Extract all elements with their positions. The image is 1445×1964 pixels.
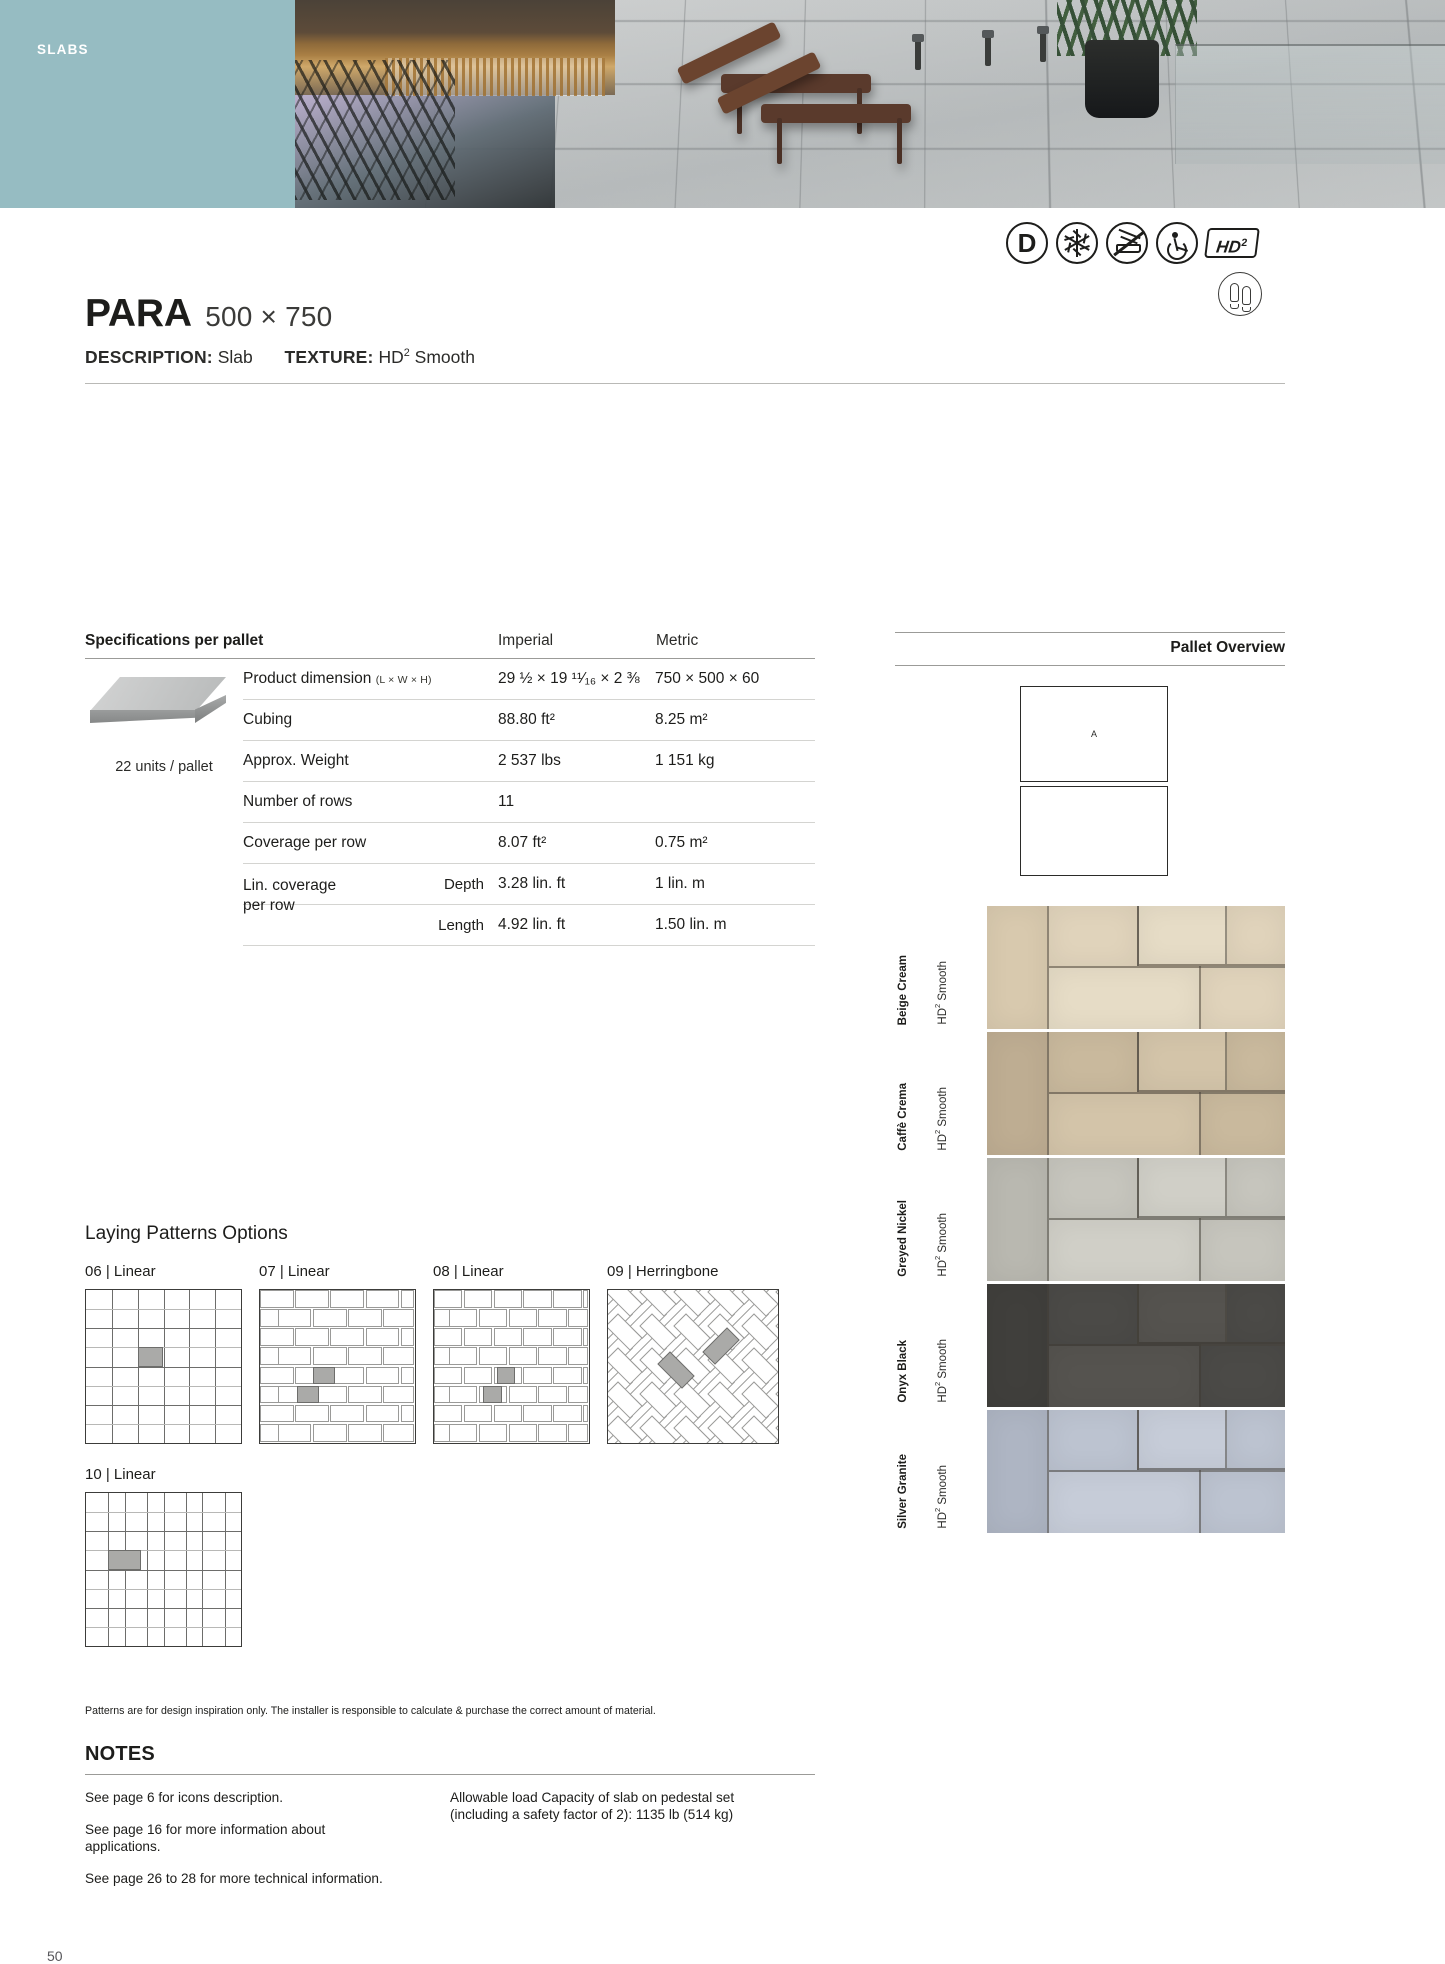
- pallet-figure-top: [1020, 686, 1168, 782]
- pattern-line: [86, 1627, 241, 1628]
- pattern-tile: [568, 1424, 587, 1442]
- pattern-tile: [348, 1309, 382, 1327]
- pattern-caption: 08 | Linear: [433, 1263, 593, 1280]
- pattern-tile: [523, 1328, 551, 1346]
- hd2-badge-icon: $HD^2$: [1204, 228, 1260, 258]
- pattern-tile: [464, 1367, 492, 1385]
- spec-imperial: 2 537 lbs: [498, 752, 655, 770]
- swatch-tile: [1049, 1158, 1137, 1218]
- pattern-tile: [401, 1290, 414, 1308]
- specifications-table: [85, 632, 815, 946]
- pattern-tile: [464, 1328, 492, 1346]
- list-item: [895, 1032, 1285, 1155]
- texture-value-prefix: HD: [378, 347, 403, 367]
- pallet-overview-section: [895, 632, 1285, 886]
- pallet-figure-bottom: [1020, 786, 1168, 876]
- list-item: [895, 906, 1285, 1029]
- lin-coverage-sub-depth: Depth: [423, 876, 498, 893]
- lin-coverage-label-line1: Lin. coverage: [243, 876, 336, 896]
- spec-label: Coverage per row: [243, 834, 498, 852]
- pattern-tile: [464, 1405, 492, 1423]
- swatch-image: [987, 1032, 1285, 1155]
- pattern-tile: [464, 1290, 492, 1308]
- pattern-tile: [494, 1290, 522, 1308]
- spec-imperial: 88.80 ft²: [498, 711, 655, 729]
- pattern-diagram: [85, 1492, 242, 1647]
- photo-path-light-2: [985, 36, 991, 66]
- swatch-grout-line: [1199, 1218, 1201, 1281]
- pattern-tile: [383, 1347, 413, 1365]
- page-title: [85, 292, 332, 336]
- pattern-tile: [278, 1424, 312, 1442]
- swatch-tile: [987, 1032, 1047, 1155]
- pallet-overview-title: Pallet Overview: [895, 632, 1285, 666]
- footprints-icon: [1218, 272, 1262, 316]
- pattern-tile: [568, 1347, 587, 1365]
- pattern-tile: [449, 1347, 477, 1365]
- spec-imperial: 11: [498, 793, 655, 811]
- patterns-disclaimer: Patterns are for design inspiration only. The installer is responsible to calculate & purchase the correct amount of material.: [85, 1705, 785, 1717]
- swatch-grout-line: [1225, 906, 1227, 964]
- swatch-tile: [987, 1158, 1047, 1281]
- pattern-tile: [401, 1405, 414, 1423]
- pattern-line: [86, 1405, 241, 1406]
- swatch-grout-line: [1139, 1342, 1285, 1344]
- pattern-tile: [330, 1290, 364, 1308]
- pattern-line: [86, 1347, 241, 1348]
- pattern-tile: [434, 1405, 462, 1423]
- letter-d-icon: D: [1006, 222, 1048, 264]
- spec-table-header: [85, 632, 815, 659]
- swatch-name: Onyx Black: [897, 1340, 909, 1403]
- pattern-tile: [509, 1347, 537, 1365]
- wheelchair-accessible-icon: [1156, 222, 1198, 264]
- pattern-row-2: [85, 1466, 815, 1647]
- lin-coverage-group: [243, 864, 815, 946]
- swatch-tile: [1201, 1470, 1285, 1533]
- photo-planter-pot: [1085, 40, 1159, 118]
- pattern-tile: [479, 1347, 507, 1365]
- spec-label: Number of rows: [243, 793, 498, 811]
- pattern-row-1: [85, 1263, 815, 1444]
- swatch-grout-line: [1139, 1216, 1285, 1218]
- no-snowplow-icon: [1106, 222, 1148, 264]
- swatch-tile: [1049, 906, 1137, 966]
- pattern-line: [86, 1424, 241, 1425]
- swatch-grout-line: [1137, 1284, 1139, 1344]
- pattern-tile: [553, 1290, 581, 1308]
- pattern-tile: [401, 1328, 414, 1346]
- swatch-tile: [1201, 1218, 1285, 1281]
- spec-column-imperial: Imperial: [498, 632, 656, 650]
- pattern-tile: [434, 1367, 462, 1385]
- pattern-tile: [538, 1424, 566, 1442]
- swatch-grout-line: [1049, 1344, 1285, 1346]
- pattern-tile: [553, 1405, 581, 1423]
- pattern-line: [86, 1367, 241, 1368]
- swatch-grout-line: [1225, 1284, 1227, 1342]
- spec-table-title: Specifications per pallet: [85, 632, 498, 650]
- swatch-tile: [1049, 1094, 1199, 1155]
- pattern-caption: 09 | Herringbone: [607, 1263, 782, 1280]
- swatch-texture: $HD^2$ Smooth: [933, 961, 949, 1025]
- table-row: [243, 782, 815, 823]
- pattern-tile: [523, 1367, 551, 1385]
- spec-label: Approx. Weight: [243, 752, 498, 770]
- notes-section: [85, 1743, 815, 1902]
- spec-imperial: 8.07 ft²: [498, 834, 655, 852]
- spec-imperial: 3.28 lin. ft: [498, 875, 655, 893]
- pattern-line: [86, 1570, 241, 1571]
- pattern-tile: [538, 1309, 566, 1327]
- swatch-grout-line: [1225, 1032, 1227, 1090]
- swatch-tile: [1049, 1220, 1199, 1281]
- swatch-grout-line: [1225, 1410, 1227, 1468]
- pallet-figure-tag: A: [1091, 729, 1097, 739]
- product-icon-strip: [1006, 222, 1258, 264]
- hero-banner: [0, 0, 1445, 208]
- pattern-tile: [348, 1347, 382, 1365]
- pattern-tile: [509, 1386, 537, 1404]
- product-size: 500 × 750: [205, 301, 332, 332]
- swatch-name: Greyed Nickel: [897, 1200, 909, 1277]
- swatch-tile: [1049, 968, 1199, 1029]
- pattern-tile: [313, 1309, 347, 1327]
- pattern-tile: [313, 1347, 347, 1365]
- pattern-diagram: [433, 1289, 590, 1444]
- pattern-tile: [538, 1347, 566, 1365]
- spec-imperial: 29 ½ × 19 ¹¹⁄₁₆ × 2 ⅜: [498, 670, 655, 688]
- table-row: [243, 700, 815, 741]
- pattern-tile: [401, 1367, 414, 1385]
- lin-coverage-sub-length: Length: [423, 917, 498, 934]
- swatch-tile: [1227, 1032, 1285, 1090]
- pattern-tile: [278, 1347, 312, 1365]
- pattern-tile: [295, 1290, 329, 1308]
- swatch-image: [987, 1410, 1285, 1533]
- pattern-tile: [260, 1367, 294, 1385]
- pattern-tile: [509, 1309, 537, 1327]
- swatch-tile: [1049, 1032, 1137, 1092]
- pattern-tile: [366, 1405, 400, 1423]
- swatch-name: Silver Granite: [897, 1454, 909, 1529]
- color-swatch-list: [895, 906, 1285, 1536]
- spec-metric: 8.25 m²: [655, 711, 815, 729]
- pattern-tile: [295, 1405, 329, 1423]
- texture-value-suffix: Smooth: [415, 347, 475, 367]
- pattern-line: [86, 1309, 241, 1310]
- pattern-06: [85, 1263, 245, 1444]
- pattern-highlight-tile: [497, 1367, 515, 1385]
- pattern-tile: [383, 1309, 413, 1327]
- notes-column-right: [450, 1789, 815, 1902]
- swatch-tile: [1201, 966, 1285, 1029]
- pattern-10: [85, 1466, 245, 1647]
- pallet-overview-figures: [895, 686, 1285, 886]
- pattern-09: [607, 1263, 782, 1444]
- swatch-tile: [1049, 1472, 1199, 1533]
- category-label: SLABS: [37, 42, 89, 57]
- pattern-caption: 10 | Linear: [85, 1466, 245, 1483]
- pattern-tile: [313, 1424, 347, 1442]
- spec-metric: 1.50 lin. m: [655, 916, 815, 934]
- table-row: [243, 659, 815, 700]
- pattern-tile: [383, 1386, 413, 1404]
- swatch-image: [987, 1284, 1285, 1407]
- notes-title: NOTES: [85, 1743, 815, 1766]
- photo-palm-frond: [295, 60, 455, 200]
- spec-label: Product dimension: [243, 670, 371, 687]
- swatch-tile: [1227, 1158, 1285, 1216]
- units-per-pallet: 22 units / pallet: [85, 759, 243, 775]
- list-item: [895, 1410, 1285, 1533]
- pattern-caption: 06 | Linear: [85, 1263, 245, 1280]
- table-row: [243, 823, 815, 864]
- pattern-tile: [583, 1290, 588, 1308]
- pattern-tile: [449, 1309, 477, 1327]
- swatch-grout-line: [1137, 906, 1139, 966]
- swatch-grout-line: [1049, 966, 1285, 968]
- notes-divider: [85, 1774, 815, 1775]
- pattern-tile: [553, 1328, 581, 1346]
- pattern-08: [433, 1263, 593, 1444]
- category-band: [0, 0, 295, 208]
- pattern-tile: [366, 1328, 400, 1346]
- pattern-tile: [278, 1309, 312, 1327]
- swatch-grout-line: [1137, 1032, 1139, 1092]
- swatch-name: Caffè Crema: [897, 1083, 909, 1151]
- pattern-line: [86, 1608, 241, 1609]
- pattern-line: [86, 1512, 241, 1513]
- pattern-tile: [523, 1290, 551, 1308]
- swatch-grout-line: [1049, 1470, 1285, 1472]
- swatch-grout-line: [1199, 1470, 1201, 1533]
- laying-patterns-title: Laying Patterns Options: [85, 1223, 815, 1245]
- product-name: PARA: [85, 292, 192, 335]
- table-row: [243, 741, 815, 782]
- swatch-grout-line: [1199, 1092, 1201, 1155]
- pattern-line: [86, 1589, 241, 1590]
- swatch-grout-line: [1225, 1158, 1227, 1216]
- pattern-tile: [383, 1424, 413, 1442]
- spec-label: Cubing: [243, 711, 498, 729]
- spec-metric: 1 151 kg: [655, 752, 815, 770]
- swatch-tile: [1227, 1284, 1285, 1342]
- laying-patterns-section: [85, 1223, 815, 1647]
- pattern-tile: [260, 1328, 294, 1346]
- pattern-tile: [538, 1386, 566, 1404]
- swatch-tile: [1201, 1344, 1285, 1407]
- pattern-tile: [295, 1328, 329, 1346]
- pattern-line: [86, 1531, 241, 1532]
- photo-path-light-3: [1040, 32, 1046, 62]
- pattern-tile: [509, 1424, 537, 1442]
- pattern-diagram: [607, 1289, 779, 1444]
- swatch-texture: $HD^2$ Smooth: [933, 1213, 949, 1277]
- swatch-tile: [1201, 1092, 1285, 1155]
- swatch-tile: [1227, 1410, 1285, 1468]
- list-item: [895, 1284, 1285, 1407]
- swatch-grout-line: [1049, 1092, 1285, 1094]
- herringbone-pattern: [608, 1290, 778, 1443]
- swatch-grout-line: [1139, 964, 1285, 966]
- pattern-diagram: [259, 1289, 416, 1444]
- pattern-line: [86, 1386, 241, 1387]
- note-item: Allowable load Capacity of slab on pedestal set (including a safety factor of 2): 1135 lb (514 kg): [450, 1789, 780, 1823]
- pattern-tile: [434, 1290, 462, 1308]
- swatch-grout-line: [1139, 1090, 1285, 1092]
- pattern-tile: [553, 1367, 581, 1385]
- texture-label: TEXTURE:: [284, 347, 373, 367]
- swatch-tile: [987, 1284, 1047, 1407]
- swatch-tile: [1049, 1346, 1199, 1407]
- photo-path-light-1: [915, 40, 921, 70]
- pattern-tile: [449, 1386, 477, 1404]
- pattern-tile: [583, 1367, 588, 1385]
- swatch-tile: [1227, 906, 1285, 964]
- pattern-highlight-tile: [138, 1347, 164, 1366]
- swatch-tile: [1049, 1410, 1137, 1470]
- product-description-row: [85, 347, 475, 368]
- slab-illustration: [85, 659, 243, 946]
- pattern-07: [259, 1263, 419, 1444]
- pattern-tile: [494, 1328, 522, 1346]
- swatch-texture: $HD^2$ Smooth: [933, 1339, 949, 1403]
- pattern-tile: [583, 1328, 588, 1346]
- spec-metric: 750 × 500 × 60: [655, 670, 815, 688]
- spec-imperial: 4.92 lin. ft: [498, 916, 655, 934]
- swatch-grout-line: [1137, 1410, 1139, 1470]
- swatch-grout-line: [1199, 1344, 1201, 1407]
- swatch-texture: $HD^2$ Smooth: [933, 1465, 949, 1529]
- swatch-grout-line: [1199, 966, 1201, 1029]
- swatch-image: [987, 1158, 1285, 1281]
- pattern-tile: [494, 1405, 522, 1423]
- pattern-tile: [523, 1405, 551, 1423]
- pattern-tile: [260, 1290, 294, 1308]
- pattern-highlight-tile: [483, 1386, 501, 1404]
- swatch-name: Beige Cream: [897, 955, 909, 1025]
- pattern-highlight-tile: [297, 1386, 319, 1404]
- texture-value-superscript: 2: [404, 347, 410, 359]
- page-number: 50: [47, 1948, 63, 1964]
- pattern-tile: [330, 1405, 364, 1423]
- swatch-tile: [987, 1410, 1047, 1533]
- pattern-line: [86, 1328, 241, 1329]
- spec-label-note: (L × W × H): [376, 674, 432, 686]
- pattern-tile: [330, 1328, 364, 1346]
- spec-metric: 0.75 m²: [655, 834, 815, 852]
- list-item: [895, 1158, 1285, 1281]
- notes-column-left: [85, 1789, 450, 1902]
- pattern-tile: [260, 1405, 294, 1423]
- description-label: DESCRIPTION:: [85, 347, 213, 367]
- swatch-image: [987, 906, 1285, 1029]
- swatch-tile: [987, 906, 1047, 1029]
- pattern-highlight-tile: [313, 1367, 335, 1385]
- swatch-grout-line: [1049, 1218, 1285, 1220]
- title-divider: [85, 383, 1285, 384]
- swatch-tile: [1049, 1284, 1137, 1344]
- note-item: See page 16 for more information about applications.: [85, 1821, 385, 1855]
- spec-metric: 1 lin. m: [655, 875, 815, 893]
- lin-coverage-label-line2: per row: [243, 896, 336, 916]
- swatch-grout-line: [1139, 1468, 1285, 1470]
- pattern-diagram: [85, 1289, 242, 1444]
- pattern-tile: [330, 1367, 364, 1385]
- pattern-caption: 07 | Linear: [259, 1263, 419, 1280]
- description-value: Slab: [218, 347, 253, 367]
- pattern-tile: [583, 1405, 588, 1423]
- hero-photograph: [295, 0, 1445, 208]
- pattern-tile: [434, 1328, 462, 1346]
- pattern-tile: [366, 1290, 400, 1308]
- pattern-tile: [348, 1424, 382, 1442]
- pattern-tile: [366, 1367, 400, 1385]
- pattern-tile: [449, 1424, 477, 1442]
- snowflake-icon: [1056, 222, 1098, 264]
- pattern-tile: [479, 1309, 507, 1327]
- spec-column-metric: Metric: [656, 632, 814, 650]
- pattern-tile: [568, 1309, 587, 1327]
- pattern-tile: [348, 1386, 382, 1404]
- note-item: See page 26 to 28 for more technical information.: [85, 1870, 385, 1887]
- note-item: See page 6 for icons description.: [85, 1789, 385, 1806]
- pattern-highlight-tile: [108, 1550, 141, 1569]
- swatch-texture: $HD^2$ Smooth: [933, 1087, 949, 1151]
- pattern-tile: [568, 1386, 587, 1404]
- swatch-grout-line: [1137, 1158, 1139, 1218]
- pattern-tile: [479, 1424, 507, 1442]
- photo-glass-railing: [1175, 44, 1445, 164]
